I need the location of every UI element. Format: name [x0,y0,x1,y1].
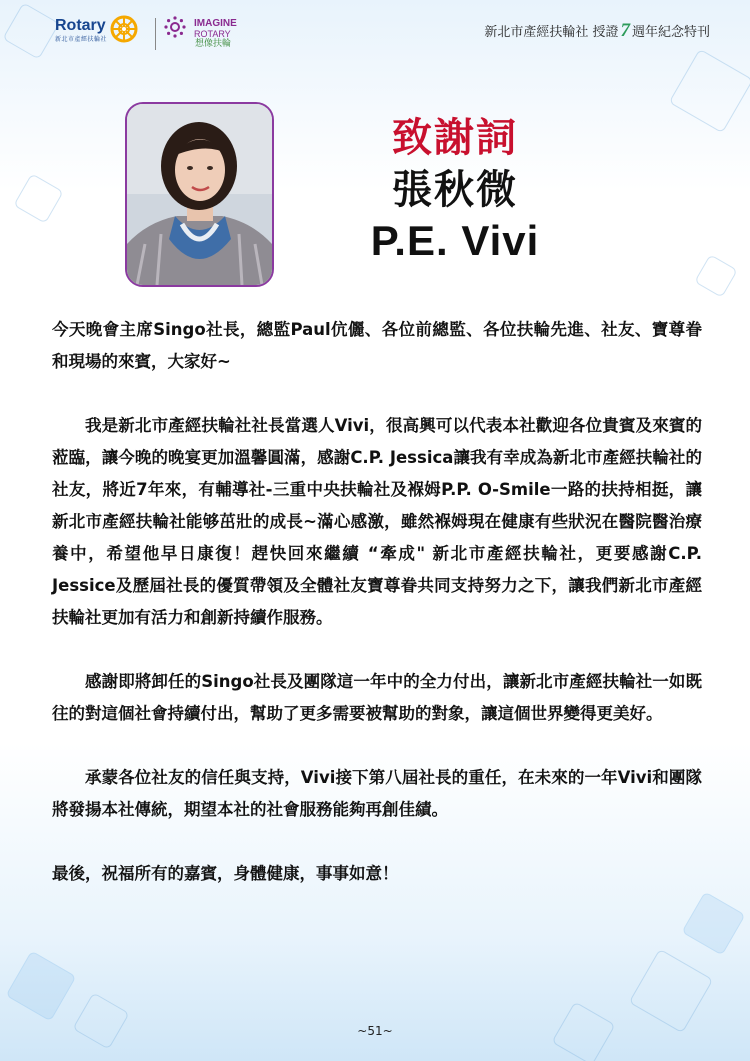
speech-title-block [330,112,580,266]
paragraph-thanks: 感謝即將卸任的Singo社長及團隊這一年中的全力付出，讓新北市產經扶輪社一如既往的對這個社會持續付出，幫助了更多需要被幫助的對象，讓這個世界變得更美好。 [52,672,702,723]
decor-hexagon [669,49,750,134]
rotary-logo [55,17,138,44]
paragraph-closing: 最後，祝福所有的嘉賓，身體健康，事事如意！ [52,864,399,883]
speaker-title-en: P.E. Vivi [370,217,540,264]
decor-hexagon [72,992,129,1049]
paragraph-commitment: 承蒙各位社友的信任與支持，Vivi接下第八屆社長的重任，在未來的一年Vivi和團隊將發揚本社傳統，期望本社的社會服務能夠再創佳績。 [52,768,702,819]
decor-hexagon [694,254,738,298]
anniversary-number: 7 [620,19,630,41]
imagine-rotary-logo [164,16,237,49]
page-number: ~51~ [357,1024,393,1038]
imagine-word: IMAGINE [194,18,237,29]
decor-hexagon [13,173,64,224]
speech-title: 致謝詞 [392,115,518,161]
rotary-wordmark: Rotary [55,17,106,34]
page-header [0,0,750,60]
speaker-name: 張秋微 [392,167,518,213]
decor-hexagon [629,949,714,1034]
paragraph-greeting: 今天晚會主席Singo社長，總監Paul伉儷、各位前總監、各位扶輪先進、社友、寶尊眷和現場的來賓，大家好~ [52,320,702,371]
publication-title-suffix: 週年紀念特刊 [631,25,710,40]
rotary-word: ROTARY [194,29,231,39]
club-name-small: 新北市產經扶輪社 [55,36,108,43]
decor-hexagon [5,950,76,1021]
portrait-photo [125,102,274,287]
imagine-rotary-icon [164,16,186,38]
publication-title-prefix: 新北市產經扶輪社 授證 [484,25,619,40]
publication-title [484,21,710,40]
paragraph-introduction: 我是新北市產經扶輪社社長當選人Vivi，很高興可以代表本社歡迎各位貴賓及來賓的蒞臨，讓今晚的晚宴更加溫馨圓滿，感謝C.P. Jessica讓我有幸成為新北市產經扶輪社的社友，將近7年來，有輔導社-三重中央扶輪社及褓姆P.P. O-Smile一路的扶持相挺，讓新北市產經扶輪社能够茁壯的成長~滿心感激，雖然褓姆現在健康有些狀況在醫院醫治療養中，希望他早日康復！趕快回來繼續 “牽成" 新北市產經扶輪社，更要感謝C.P. Jessice及歷屆社長的優質帶領及全體社友寶尊眷共同支持努力之下，讓我們新北市產經扶輪社更加有活力和創新持續作服務。 [52,416,702,627]
header-divider [155,18,156,50]
imagine-chinese: 想像扶輪 [195,39,232,49]
rotary-wheel-icon [110,15,138,43]
speech-body [52,314,702,922]
